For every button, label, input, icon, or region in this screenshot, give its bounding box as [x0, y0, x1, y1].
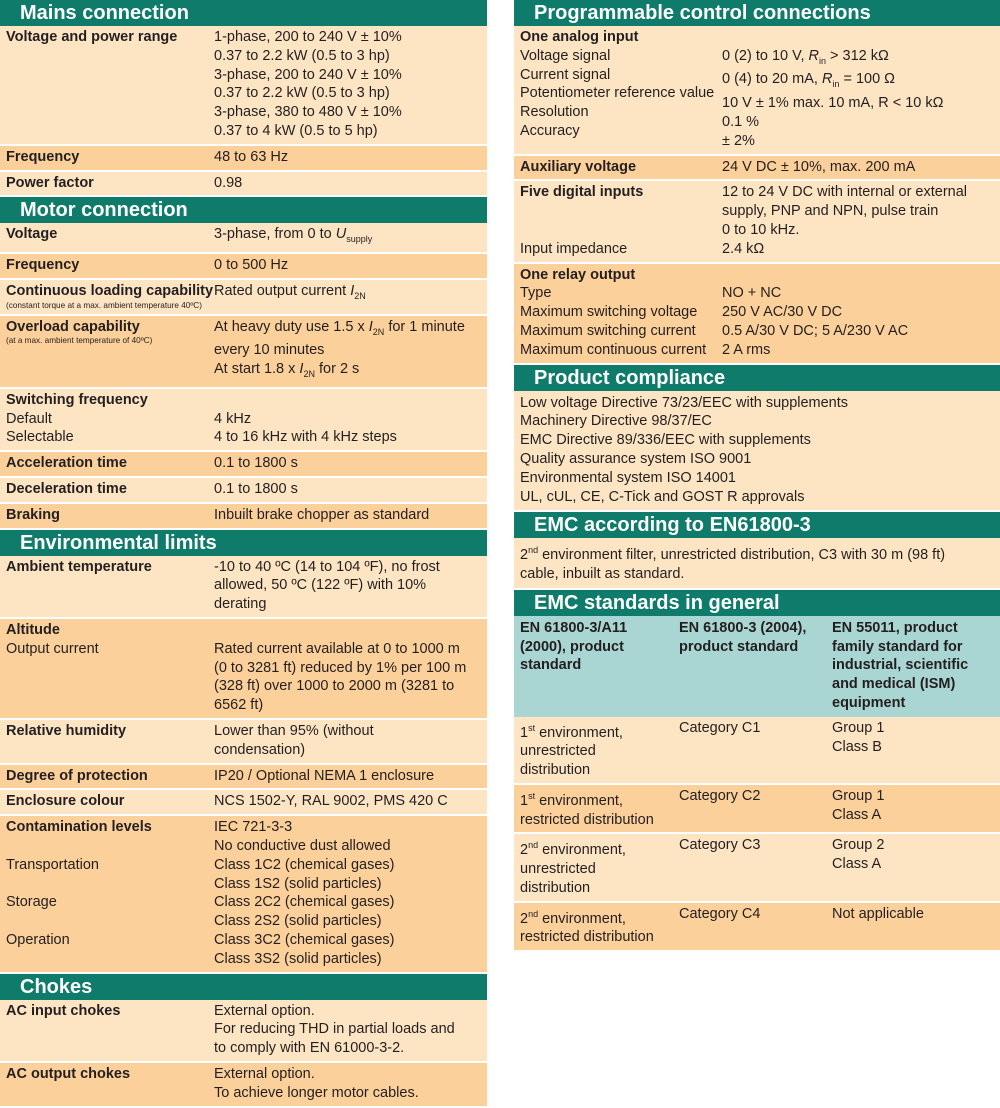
- value-text: 0 (4) to 20 mA,: [722, 71, 822, 88]
- value-line: 0.37 to 4 kW (0.5 to 5 hp): [214, 122, 378, 139]
- value-line: 12 to 24 V DC with internal or external: [722, 184, 968, 201]
- row-power-factor: [0, 172, 487, 198]
- row-motor-voltage: [0, 223, 487, 254]
- value-text: for 2 s: [314, 361, 360, 378]
- row-value: [214, 558, 487, 614]
- subscript: in: [819, 55, 827, 66]
- row-sublabel: Maximum switching current: [520, 322, 696, 339]
- row-sublabel: Resolution: [520, 104, 589, 121]
- row-label: Switching frequency: [6, 391, 148, 408]
- value-line: Class 2S2 (solid particles): [214, 913, 382, 930]
- table-cell: [826, 833, 1000, 901]
- subscript: in: [832, 79, 840, 90]
- row-sublabel: Maximum switching voltage: [520, 304, 698, 321]
- row-ac-output-chokes: [0, 1063, 487, 1108]
- row-label: Auxiliary voltage: [520, 158, 637, 175]
- value-line: [722, 266, 994, 285]
- cell-text: 2: [520, 910, 529, 927]
- row-acceleration-time: [0, 452, 487, 478]
- row-sublabel: Input impedance: [520, 240, 628, 257]
- row-label-block: [514, 266, 722, 360]
- row-sublabel: Maximum continuous current: [520, 341, 707, 358]
- cell-text: environment,: [535, 792, 623, 809]
- cell-line: Group 2: [832, 837, 885, 854]
- value-line: to comply with EN 61000-3-2.: [214, 1040, 405, 1057]
- value-line: 3-phase, 200 to 240 V ± 10%: [214, 66, 402, 83]
- value-line: External option.: [214, 1002, 315, 1019]
- symbol: U: [335, 226, 347, 243]
- row-value: [214, 225, 487, 249]
- table-cell: [514, 902, 673, 951]
- column-header: EN 55011, product family standard for industrial, scientific and medical (ISM) equipment: [826, 616, 1000, 717]
- value-line: ± 2%: [722, 132, 755, 149]
- subscript: 2N: [354, 290, 366, 301]
- emc-standards-table: [514, 616, 1000, 952]
- cell-text: unrestricted distribution: [520, 743, 596, 779]
- table-row: [514, 833, 1000, 901]
- compliance-line: EMC Directive 89/336/EEC with supplements: [520, 432, 811, 449]
- row-label: Altitude: [6, 622, 60, 638]
- superscript: st: [528, 722, 536, 733]
- row-label-block: [0, 818, 214, 968]
- row-ambient-temperature: [0, 556, 487, 619]
- row-label-block: [514, 183, 722, 258]
- row-label: Frequency: [6, 148, 80, 165]
- superscript: nd: [528, 908, 539, 919]
- section-header-programmable: Programmable control connections: [514, 0, 1000, 26]
- value-text: 2: [520, 547, 529, 564]
- value-line: Class 1S2 (solid particles): [214, 875, 382, 892]
- row-sublabel: Transportation: [6, 856, 99, 873]
- value-line: every 10 minutes: [214, 342, 325, 359]
- row-sublabel: Output current: [6, 640, 99, 657]
- subscript: 2N: [372, 326, 385, 337]
- row-braking: [0, 504, 487, 530]
- row-label: Deceleration time: [6, 481, 127, 498]
- row-continuous-loading: [0, 280, 487, 316]
- row-sublabel: [520, 221, 722, 240]
- table-cell: [826, 784, 1000, 833]
- row-sublabel: [6, 912, 214, 931]
- row-sublabel: Accuracy: [520, 122, 580, 139]
- value-line: Class 3S2 (solid particles): [214, 950, 382, 967]
- row-label: Ambient temperature: [6, 558, 152, 575]
- value-line: -10 to 40 ºC (14 to 104 ºF), no frost: [214, 558, 440, 575]
- value-line: 6562 ft): [214, 697, 264, 714]
- row-value: [214, 621, 487, 715]
- table-cell: [826, 717, 1000, 784]
- row-label: Enclosure colour: [6, 793, 125, 810]
- emc-line: [520, 541, 994, 565]
- value-line: 4 to 16 kHz with 4 kHz steps: [214, 429, 397, 446]
- right-column: [514, 0, 1000, 952]
- row-label: Continuous loading capability: [6, 282, 214, 299]
- emc-line: cable, inbuilt as standard.: [520, 565, 685, 582]
- cell-line: Class A: [832, 806, 882, 823]
- compliance-line: Machinery Directive 98/37/EC: [520, 413, 712, 430]
- cell-text: 2: [520, 842, 529, 859]
- value-line: [722, 28, 994, 47]
- row-label: Voltage: [6, 226, 58, 243]
- value-line: Class 3C2 (chemical gases): [214, 931, 395, 948]
- table-row: [514, 717, 1000, 784]
- value-line: IEC 721-3-3: [214, 819, 293, 836]
- value-line: 0.37 to 2.2 kW (0.5 to 3 hp): [214, 47, 390, 64]
- cell-text: environment,: [538, 842, 626, 859]
- table-cell: Category C3: [673, 833, 826, 901]
- cell-text: environment,: [538, 910, 626, 927]
- row-value: 24 V DC ± 10%, max. 200 mA: [722, 158, 916, 175]
- row-sublabel: Operation: [6, 931, 70, 948]
- value-line: 2.4 kΩ: [722, 240, 765, 257]
- row-sublabel: [520, 202, 722, 221]
- superscript: nd: [528, 840, 539, 851]
- value-line: (328 ft) over 1000 to 2000 m (3281 to: [214, 678, 455, 695]
- row-sublabel: Selectable: [6, 429, 74, 446]
- row-label-block: [514, 28, 722, 151]
- row-ac-input-chokes: [0, 1000, 487, 1063]
- row-value: NCS 1502-Y, RAL 9002, PMS 420 C: [214, 793, 448, 810]
- value-text: 0 (2) to 10 V,: [722, 47, 809, 64]
- row-label: Relative humidity: [6, 722, 127, 739]
- value-line: (0 to 3281 ft) reduced by 1% per 100 m: [214, 659, 467, 676]
- table-cell: Category C1: [673, 717, 826, 784]
- cell-text: 1: [520, 792, 529, 809]
- row-relay-output: [514, 264, 1000, 365]
- table-row: [514, 902, 1000, 951]
- row-value: [214, 318, 487, 384]
- row-voltage-power-range: [0, 26, 487, 146]
- column-header: EN 61800-3 (2004), product standard: [673, 616, 826, 717]
- left-column: [0, 0, 487, 1108]
- value-line: [214, 391, 481, 410]
- row-value: 0.1 to 1800 s: [214, 481, 298, 498]
- section-header-compliance: Product compliance: [514, 365, 1000, 391]
- section-header-emc-standards: EMC standards in general: [514, 590, 1000, 616]
- table-cell: [514, 784, 673, 833]
- value-text: = 100 Ω: [839, 71, 896, 88]
- value-line: derating: [214, 596, 267, 613]
- row-sublabel: Default: [6, 410, 52, 427]
- row-label-block: [0, 391, 214, 447]
- row-value: 0.1 to 1800 s: [214, 455, 298, 472]
- value-text: 3-phase, from 0 to: [214, 226, 336, 243]
- symbol: I: [299, 361, 304, 378]
- value-text: environment filter, unrestricted distribution, C3 with 30 m (98 ft): [538, 547, 946, 564]
- row-label: One relay output: [520, 266, 636, 283]
- value-line: 3-phase, 380 to 480 V ± 10%: [214, 104, 402, 121]
- row-label: Contamination levels: [6, 819, 152, 836]
- row-sublabel: Storage: [6, 894, 57, 911]
- row-digital-inputs: [514, 181, 1000, 263]
- row-sublabel: [6, 837, 214, 856]
- value-line: 1-phase, 200 to 240 V ± 10%: [214, 29, 402, 45]
- row-value: [722, 28, 1000, 151]
- row-value: 0.98: [214, 174, 243, 191]
- row-value: Inbuilt brake chopper as standard: [214, 506, 430, 523]
- section-header-motor: Motor connection: [0, 197, 487, 223]
- cell-line: Not applicable: [832, 905, 924, 922]
- row-value: [214, 818, 487, 968]
- value-text: At start 1.8 x: [214, 361, 300, 378]
- row-value: [722, 183, 1000, 258]
- value-line: 0.37 to 2.2 kW (0.5 to 3 hp): [214, 85, 390, 102]
- value-line: [214, 318, 481, 342]
- value-text: for 1 minute: [384, 318, 465, 335]
- table-header-row: [514, 616, 1000, 717]
- compliance-line: Environmental system ISO 14001: [520, 469, 736, 486]
- value-line: Class 2C2 (chemical gases): [214, 894, 395, 911]
- row-note: (at a max. ambient temperature of 40ºC): [6, 336, 153, 346]
- compliance-line: UL, cUL, CE, C-Tick and GOST R approvals: [520, 488, 805, 505]
- value-line: Lower than 95% (without: [214, 722, 374, 739]
- table-cell: Category C4: [673, 902, 826, 951]
- cell-line: Class A: [832, 856, 882, 873]
- value-line: allowed, 50 ºC (122 ºF) with 10%: [214, 577, 427, 594]
- value-line: [214, 621, 481, 640]
- row-sublabel: [6, 875, 214, 894]
- row-value: [722, 266, 1000, 360]
- row-label: Overload capability: [6, 318, 140, 335]
- section-header-mains: Mains connection: [0, 0, 487, 26]
- row-deceleration-time: [0, 478, 487, 504]
- row-sublabel: Potentiometer reference value: [520, 85, 715, 102]
- value-line: [214, 360, 481, 384]
- row-value: IP20 / Optional NEMA 1 enclosure: [214, 767, 435, 784]
- table-cell: [826, 902, 1000, 951]
- row-label: Five digital inputs: [520, 184, 644, 201]
- cell-text: environment,: [535, 724, 623, 741]
- table-cell: [514, 833, 673, 901]
- subscript: 2N: [303, 369, 315, 380]
- row-label: AC input chokes: [6, 1002, 121, 1019]
- section-header-environmental: Environmental limits: [0, 530, 487, 556]
- row-label: Voltage and power range: [6, 29, 178, 45]
- row-label: Braking: [6, 506, 60, 523]
- row-label: Frequency: [6, 257, 80, 274]
- value-line: supply, PNP and NPN, pulse train: [722, 203, 939, 220]
- emc-text: [514, 538, 1000, 589]
- symbol: R: [821, 71, 833, 88]
- value-line: [722, 70, 994, 94]
- column-header: EN 61800-3/A11 (2000), product standard: [514, 616, 673, 717]
- value-line: 0 to 10 kHz.: [722, 221, 800, 238]
- value-line: To achieve longer motor cables.: [214, 1084, 419, 1101]
- value-line: condensation): [214, 741, 306, 758]
- cell-text: unrestricted distribution: [520, 860, 596, 896]
- row-degree-of-protection: [0, 765, 487, 791]
- row-contamination-levels: [0, 816, 487, 973]
- row-switching-frequency: [0, 389, 487, 452]
- value-line: 0.1 %: [722, 113, 760, 130]
- row-value: [214, 722, 487, 760]
- cell-line: Group 1: [832, 719, 885, 736]
- row-label: Degree of protection: [6, 767, 148, 784]
- row-altitude: [0, 619, 487, 720]
- row-label: AC output chokes: [6, 1065, 131, 1082]
- value-line: External option.: [214, 1065, 315, 1082]
- row-sublabel: Voltage signal: [520, 47, 611, 64]
- value-text: At heavy duty use 1.5 x: [214, 318, 369, 335]
- compliance-list: [514, 391, 1000, 513]
- row-value: [214, 391, 487, 447]
- subscript: supply: [346, 234, 373, 245]
- row-relative-humidity: [0, 720, 487, 765]
- value-text: Rated output current: [214, 282, 351, 299]
- row-analog-input: [514, 26, 1000, 156]
- table-cell: Category C2: [673, 784, 826, 833]
- row-note: (constant torque at a max. ambient temperature 40ºC): [6, 300, 202, 310]
- row-label: One analog input: [520, 29, 639, 45]
- superscript: nd: [528, 545, 539, 556]
- table-row: [514, 784, 1000, 833]
- value-line: Class 1C2 (chemical gases): [214, 856, 395, 873]
- symbol: I: [350, 282, 355, 299]
- cell-text: restricted distribution: [520, 811, 654, 828]
- cell-line: Group 1: [832, 787, 885, 804]
- section-header-emc: EMC according to EN61800-3: [514, 512, 1000, 538]
- row-motor-frequency: [0, 254, 487, 280]
- value-line: NO + NC: [722, 285, 782, 302]
- row-sublabel: Current signal: [520, 66, 611, 83]
- row-value: [214, 282, 487, 311]
- value-line: 4 kHz: [214, 410, 252, 427]
- value-line: No conductive dust allowed: [214, 837, 391, 854]
- symbol: R: [808, 47, 820, 64]
- row-value: [214, 1065, 487, 1103]
- row-auxiliary-voltage: [514, 156, 1000, 182]
- row-value: [214, 28, 487, 141]
- cell-line: Class B: [832, 738, 882, 755]
- value-line: 0.5 A/30 V DC; 5 A/230 V AC: [722, 322, 909, 339]
- row-mains-frequency: [0, 146, 487, 172]
- row-value: [214, 1002, 487, 1058]
- value-line: 250 V AC/30 V DC: [722, 304, 843, 321]
- row-value: 48 to 63 Hz: [214, 148, 289, 165]
- symbol: I: [368, 318, 373, 335]
- row-label-block: [0, 318, 214, 384]
- section-header-chokes: Chokes: [0, 974, 487, 1000]
- row-label-block: [0, 282, 214, 311]
- row-overload-capability: [0, 316, 487, 389]
- value-line: For reducing THD in partial loads and: [214, 1021, 455, 1038]
- cell-text: 1: [520, 724, 529, 741]
- row-enclosure-colour: [0, 790, 487, 816]
- row-label-block: [0, 621, 214, 715]
- row-label: Acceleration time: [6, 455, 127, 472]
- value-line: 2 A rms: [722, 341, 771, 358]
- value-line: Rated current available at 0 to 1000 m: [214, 640, 460, 657]
- compliance-line: Quality assurance system ISO 9001: [520, 450, 752, 467]
- superscript: st: [528, 790, 536, 801]
- compliance-line: Low voltage Directive 73/23/EEC with supplements: [520, 394, 849, 411]
- cell-text: restricted distribution: [520, 929, 654, 946]
- row-sublabel: Type: [520, 285, 552, 302]
- value-line: 10 V ± 1% max. 10 mA, R < 10 kΩ: [722, 95, 944, 112]
- value-line: [722, 47, 994, 71]
- row-label: Power factor: [6, 174, 94, 191]
- table-cell: [514, 717, 673, 784]
- value-text: > 312 kΩ: [826, 47, 889, 64]
- row-value: 0 to 500 Hz: [214, 257, 289, 274]
